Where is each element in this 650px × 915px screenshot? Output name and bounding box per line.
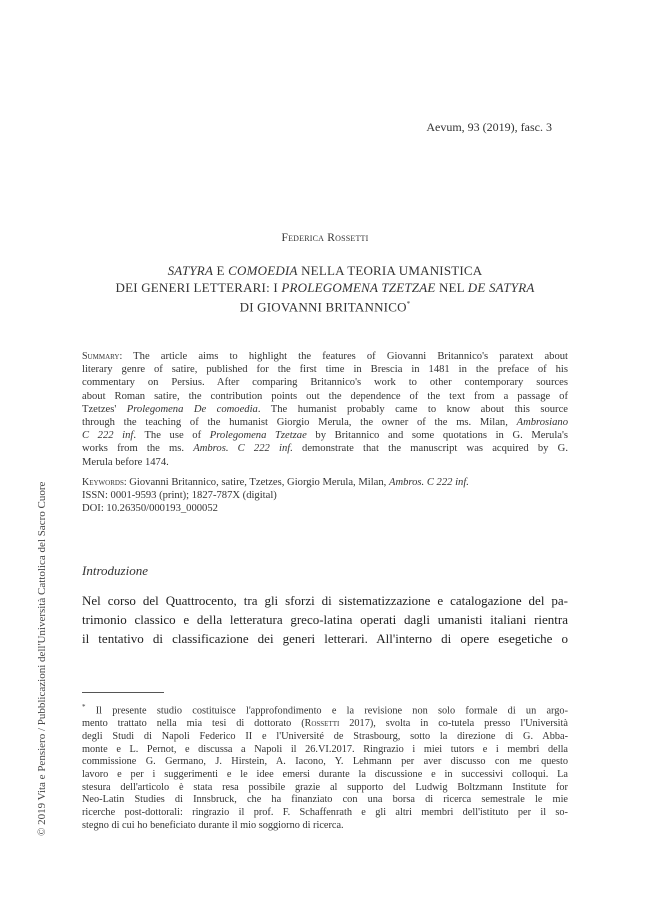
abstract-line: literary genre of satire, published for the first time in Brescia in 1481 in the preface of his [82,364,568,376]
title-line-2-mid: NEL [435,280,468,295]
body-line: Nel corso del Quattrocento, tra gli sforzi di sistematizzazione e catalogazione del pa- [82,593,568,608]
title-line-3-text: DI GIOVANNI BRITANNICO [239,299,407,315]
keywords [82,476,568,489]
author-name-text: Federica Rossetti [281,232,369,244]
title-line-3 [80,296,570,315]
title-conj: E [213,263,229,278]
abstract-line: . The use of [133,430,210,442]
body-line: il tentativo di classificazione dei generi letterari. All'interno di opere esegetiche o [82,631,568,646]
body-paragraph [82,591,568,648]
footnote-line: ricerche post-dottorali: ringrazio il prof. F. Schaffenrath e gli altri membri dell'istituto per il so- [82,807,568,819]
abstract-line: by Britannico and some quotations in G. Merula's [306,430,569,442]
footnote-line: degli Studi di Napoli Federico II e l'Université de Strasbourg, sotto la direzione di G. Abba- [82,730,568,742]
footnote-line: stesura dell'articolo è stata resa possibile grazie al supporto del Ludwig Boltzmann Institute for [82,781,568,793]
abstract-line: Merula before 1474. [82,456,169,468]
title-de-satyra: DE SATYRA [467,280,535,295]
doi[interactable]: DOI: 10.26350/000193_000052 [82,503,218,515]
abstract-line: Tzetzes' [82,403,127,415]
keywords-italic: Ambros. C 222 inf. [388,477,469,488]
article-metadata [82,476,568,516]
abstract-line: The article aims to highlight the features of Giovanni Britannico's paratext about [122,351,568,362]
abstract-italic: C 222 inf [82,430,134,442]
footnote-line: lavoro e per i suggerimenti e le idee emersi durante la discussione e in successivi colloqui. La [82,768,568,780]
abstract-line: commentary on Persius. After comparing Britannico's work to other contemporary sources [82,377,568,389]
title-line-1-end: NELLA TEORIA UMANISTICA [297,263,483,278]
footnote-mark: * [82,703,86,711]
title-footnote-mark[interactable]: * [406,300,411,308]
title-satyra: SATYRA [167,263,214,278]
abstract-italic: Ambrosiano [516,417,568,429]
keywords-text: Giovanni Britannico, satire, Tzetzes, Giorgio Merula, Milan, [126,477,389,488]
copyright-notice: © 2019 Vita e Pensiero / Pubblicazioni dell'Università Cattolica del Sacro Cuore [36,481,48,836]
abstract-line: works from the ms. [82,443,194,455]
footnote-line: Il presente studio costituisce l'approfondimento e la revisione non solo formale di un argo- [85,705,568,717]
footnote-line: mento trattato nella mia tesi di dottorato ( [82,718,305,730]
title-comoedia: COMOEDIA [228,263,298,278]
abstract-line: through the teaching of the humanist Giorgio Merula, the owner of the ms. Milan, [82,417,517,429]
issn: ISSN: 0001-9593 (print); 1827-787X (digital) [82,490,277,502]
article-title [80,262,570,315]
title-prolegomena: PROLEGOMENA TZETZAE [281,280,436,295]
body-line: trimonio classico e della letteratura greco-latina operati dagli umanisti italiani rientra [82,612,568,627]
abstract-italic: Prolegomena Tzetzae [209,430,307,442]
author-name [0,232,650,244]
title-line-2 [80,279,570,296]
abstract-line: . The humanist probably came to know about this source [257,403,568,415]
footnote-line: monte e L. Pernot, e discussa a Napoli il 26.VI.2017. Ringrazio i miei tutors e i membri della [82,743,568,755]
footnote-line: commissione G. Germano, J. Hirstein, A. Iacono, Y. Lehmann per aver discusso con me questo [82,756,568,768]
footnote [82,701,568,832]
title-line-1 [80,262,570,279]
footnote-separator [82,692,164,693]
footnote-citation: Rossetti [304,718,340,730]
footnote-line: 2017), svolta in co-tutela presso l'Università [339,718,568,730]
abstract-line: demonstrate that the manuscript was acquired by G. [292,443,568,455]
abstract [82,350,568,469]
keywords-label: Keywords: [82,477,127,488]
journal-reference: Aevum, 93 (2019), fasc. 3 [426,120,552,134]
abstract-label: Summary: [82,351,123,362]
abstract-italic: Ambros. C 222 inf. [193,443,293,455]
abstract-line: about Roman satire, the contribution points out the dependence of the text from a passage of [82,390,568,402]
abstract-italic: Prolegomena De comoedia [126,403,258,415]
title-line-2-start: DEI GENERI LETTERARI: I [115,280,282,295]
section-heading: Introduzione [82,563,148,578]
footnote-line: stegno di cui ho beneficiato durante il mio soggiorno di ricerca. [82,819,344,831]
footnote-line: Neo-Latin Studies di Innsbruck, che ha finanziato con una borsa di ricerca semestrale le mie [82,794,568,806]
